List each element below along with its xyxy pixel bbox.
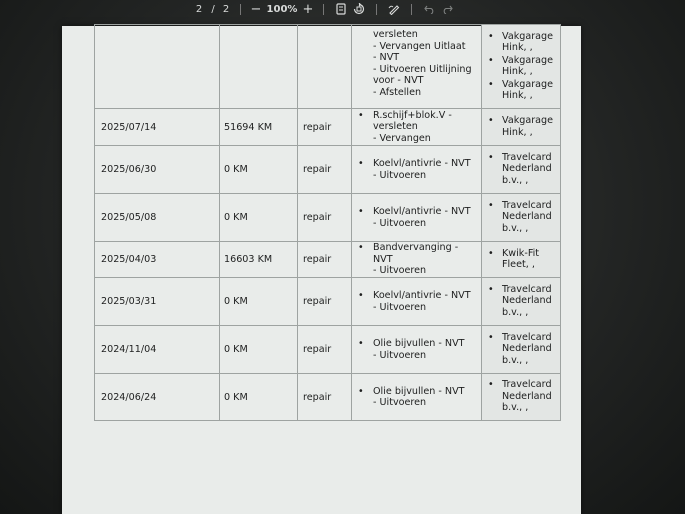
date-cell: 2025/04/03 <box>95 242 220 278</box>
table-row <box>95 242 561 278</box>
vendor-item <box>482 79 560 102</box>
description-line: - Uitvoeren <box>373 169 427 181</box>
description-line: - Uitvoeren <box>373 349 427 361</box>
vendor-line: Nederland <box>502 211 552 223</box>
vendor-item <box>482 248 560 271</box>
type-cell <box>298 25 352 109</box>
table-row <box>95 278 561 326</box>
bullet-icon: • <box>488 54 494 66</box>
mileage-cell: 0 KM <box>220 374 298 421</box>
page-number-input[interactable]: 2 <box>195 3 203 15</box>
vendor-cell <box>482 109 561 146</box>
date-cell: 2024/11/04 <box>95 326 220 374</box>
bullet-icon: • <box>488 283 494 295</box>
vendor-item <box>482 115 560 138</box>
vendor-line: b.v., , <box>502 354 529 366</box>
vendor-cell <box>482 242 561 278</box>
mileage-cell: 0 KM <box>220 326 298 374</box>
vendor-line: Vakgarage <box>502 54 554 66</box>
vendor-cell <box>482 374 561 421</box>
vendor-line: Travelcard <box>502 379 552 391</box>
mileage-cell: 0 KM <box>220 146 298 194</box>
description-line: - NVT <box>373 52 400 63</box>
type-cell: repair <box>298 374 352 421</box>
pdf-page <box>62 26 581 514</box>
vendor-line: Nederland <box>502 295 552 307</box>
description-cell <box>352 25 482 109</box>
undo-icon[interactable] <box>420 0 438 18</box>
type-cell: repair <box>298 146 352 194</box>
description-line: versleten <box>373 29 418 40</box>
description-line: Bandvervanging - <box>373 242 459 254</box>
vendor-item <box>482 200 560 235</box>
vendor-line: Travelcard <box>502 331 552 343</box>
type-cell: repair <box>298 326 352 374</box>
toolbar-divider <box>240 4 241 15</box>
mileage-cell: 16603 KM <box>220 242 298 278</box>
date-cell: 2025/05/08 <box>95 194 220 242</box>
bullet-icon: • <box>488 379 494 391</box>
table-row <box>95 25 561 109</box>
vendor-line: Travelcard <box>502 283 552 295</box>
description-line: Olie bijvullen - NVT <box>373 385 465 397</box>
description-cell <box>352 278 482 326</box>
vendor-line: Fleet, , <box>502 259 535 270</box>
vendor-item <box>482 332 560 367</box>
vendor-cell <box>482 278 561 326</box>
description-line: R.schijf+blok.V - <box>373 109 452 121</box>
type-cell: repair <box>298 109 352 146</box>
bullet-icon: • <box>488 199 494 211</box>
bullet-icon: • <box>358 206 364 217</box>
date-cell: 2025/07/14 <box>95 109 220 146</box>
mileage-cell: 51694 KM <box>220 109 298 146</box>
date-cell: 2025/03/31 <box>95 278 220 326</box>
description-line: - Uitvoeren Uitlijning <box>373 63 472 75</box>
type-cell: repair <box>298 278 352 326</box>
toolbar-divider <box>411 4 412 15</box>
page-total: 2 <box>222 3 230 15</box>
vendor-cell <box>482 25 561 109</box>
description-cell <box>352 109 482 146</box>
description-cell <box>352 242 482 278</box>
mileage-cell: 0 KM <box>220 194 298 242</box>
bullet-icon: • <box>488 331 494 343</box>
table-row <box>95 146 561 194</box>
description-cell <box>352 146 482 194</box>
vendor-line: Travelcard <box>502 151 552 163</box>
bullet-icon: • <box>358 385 364 397</box>
description-line: - Uitvoeren <box>373 397 427 408</box>
vendor-cell <box>482 146 561 194</box>
toolbar-divider <box>323 4 324 15</box>
vendor-line: Nederland <box>502 390 552 402</box>
vendor-line: Vakgarage <box>502 115 554 126</box>
vendor-item <box>482 152 560 187</box>
vendor-cell <box>482 326 561 374</box>
vendor-line: b.v., , <box>502 402 529 414</box>
vendor-line: Vakgarage <box>502 78 554 90</box>
page-separator: / <box>211 3 215 15</box>
description-line: Olie bijvullen - NVT <box>373 338 465 349</box>
description-line: Koelvl/antivrie - NVT <box>373 158 471 169</box>
vendor-line: Vakgarage <box>502 30 554 42</box>
bullet-icon: • <box>488 30 494 42</box>
zoom-out-button[interactable]: − <box>250 1 262 17</box>
vendor-line: Nederland <box>502 343 552 355</box>
description-line: - Uitvoeren <box>373 265 427 277</box>
bullet-icon: • <box>488 78 494 90</box>
description-line: NVT <box>373 253 393 265</box>
vendor-line: Hink, , <box>502 126 533 138</box>
pdf-toolbar <box>170 0 470 18</box>
vendor-line: Travelcard <box>502 199 552 211</box>
date-cell: 2024/06/24 <box>95 374 220 421</box>
vendor-item <box>482 284 560 319</box>
description-cell <box>352 326 482 374</box>
date-cell: 2025/06/30 <box>95 146 220 194</box>
bullet-icon: • <box>488 151 494 163</box>
vendor-line: Nederland <box>502 163 552 175</box>
bullet-icon: • <box>358 290 364 301</box>
bullet-icon: • <box>488 115 494 126</box>
description-line: - Vervangen Uitlaat <box>373 40 466 52</box>
bullet-icon: • <box>358 109 364 121</box>
bullet-icon: • <box>488 247 494 259</box>
zoom-level[interactable]: 100% <box>266 3 298 15</box>
description-line: - Vervangen <box>373 132 431 144</box>
description-line: voor - NVT <box>373 75 424 86</box>
vendor-line: Hink, , <box>502 42 533 53</box>
bullet-icon: • <box>358 242 364 254</box>
description-line: Koelvl/antivrie - NVT <box>373 206 471 217</box>
table-row <box>95 326 561 374</box>
mileage-cell <box>220 25 298 109</box>
description-line: - Afstellen <box>373 86 422 98</box>
mileage-cell: 0 KM <box>220 278 298 326</box>
description-line: - Uitvoeren <box>373 217 427 229</box>
table-row <box>95 109 561 146</box>
description-line: Koelvl/antivrie - NVT <box>373 290 471 301</box>
rotate-icon[interactable] <box>350 0 368 18</box>
vendor-line: b.v., , <box>502 174 529 186</box>
bullet-icon: • <box>358 158 364 169</box>
date-cell <box>95 25 220 109</box>
bullet-icon: • <box>358 338 364 349</box>
vendor-item <box>482 31 560 54</box>
vendor-line: Kwik-Fit <box>502 247 540 259</box>
maintenance-table <box>94 24 561 421</box>
zoom-in-button[interactable]: + <box>302 1 314 17</box>
description-cell <box>352 194 482 242</box>
redo-icon[interactable] <box>438 0 456 18</box>
description-cell <box>352 374 482 421</box>
vendor-item <box>482 55 560 78</box>
vendor-line: Hink, , <box>502 90 533 101</box>
vendor-item <box>482 379 560 414</box>
type-cell: repair <box>298 194 352 242</box>
vendor-cell <box>482 194 561 242</box>
vendor-line: Hink, , <box>502 66 533 77</box>
description-line: versleten <box>373 121 418 133</box>
draw-icon[interactable] <box>385 0 403 18</box>
type-cell: repair <box>298 242 352 278</box>
vendor-line: b.v., , <box>502 306 529 318</box>
table-row <box>95 194 561 242</box>
table-row <box>95 374 561 421</box>
toolbar-divider <box>376 4 377 15</box>
vendor-line: b.v., , <box>502 222 529 234</box>
description-line: - Uitvoeren <box>373 301 427 313</box>
fit-page-icon[interactable] <box>332 0 350 18</box>
